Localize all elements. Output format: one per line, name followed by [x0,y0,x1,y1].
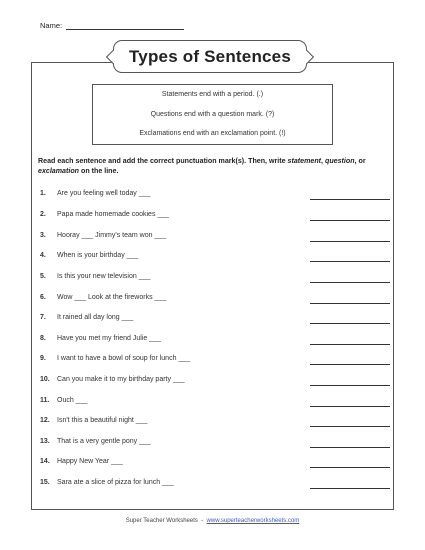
rules-box [92,84,333,145]
footer-url-link[interactable]: www.superteacherworksheets.com [206,518,300,524]
footer: Super Teacher Worksheets - www.superteacherworksheets.com [125,518,300,524]
question-text: Hooray ___ Jimmy's team won ___ [57,232,167,239]
answer-line[interactable] [310,364,390,365]
answer-line[interactable] [310,385,390,386]
question-item [40,294,390,306]
rule-statement: Statements end with a period. (.) [161,91,264,98]
question-item [40,417,390,429]
question-text: It rained all day long ___ [57,314,134,321]
question-number: 4. [40,252,46,259]
question-number: 10. [40,376,50,383]
rule-exclamation: Exclamations end with an exclamation point. (!) [139,130,286,137]
question-text: Sara ate a slice of pizza for lunch ___ [57,479,174,486]
question-number: 1. [40,190,46,197]
question-item [40,335,390,347]
title-banner [113,40,307,73]
answer-line[interactable] [310,447,390,448]
question-number: 8. [40,335,46,342]
question-text: Happy New Year ___ [57,458,123,465]
question-text: I want to have a bowl of soup for lunch ___ [57,355,191,362]
question-number: 9. [40,355,46,362]
question-item [40,273,390,285]
question-item [40,376,390,388]
question-number: 15. [40,479,50,486]
answer-line[interactable] [310,241,390,242]
answer-line[interactable] [310,488,390,489]
name-row [40,21,184,30]
question-item [40,438,390,450]
question-number: 13. [40,438,50,445]
question-text: When is your birthday ___ [57,252,139,259]
question-item [40,479,390,491]
answer-line[interactable] [310,282,390,283]
answer-line[interactable] [310,323,390,324]
question-item [40,314,390,326]
answer-line[interactable] [310,406,390,407]
question-text: Is this your new television ___ [57,273,151,280]
answer-line[interactable] [310,467,390,468]
question-item [40,252,390,264]
answer-line[interactable] [310,303,390,304]
page-title: Types of Sentences [128,46,291,66]
question-text: Can you make it to my birthday party ___ [57,376,185,383]
answer-line[interactable] [310,426,390,427]
question-text: Are you feeling well today ___ [57,190,151,197]
answer-line[interactable] [310,261,390,262]
question-text: Papa made homemade cookies ___ [57,211,170,218]
question-text: Wow ___ Look at the fireworks ___ [57,294,167,301]
question-text: That is a very gentle pony ___ [57,438,151,445]
answer-line[interactable] [310,199,390,200]
answer-line[interactable] [310,220,390,221]
question-number: 5. [40,273,46,280]
instructions: Read each sentence and add the correct punctuation mark(s). Then, write statement, question, or exclamation on the line. [38,157,366,175]
question-item [40,355,390,367]
question-number: 11. [40,397,50,404]
question-number: 2. [40,211,46,218]
question-text: Have you met my friend Julie ___ [57,335,161,342]
rule-question: Questions end with a question mark. (?) [150,111,275,118]
question-number: 3. [40,232,46,239]
name-label: Name: [40,21,63,30]
question-text: Ouch ___ [57,397,88,404]
question-item [40,458,390,470]
question-item [40,232,390,244]
footer-site-name: Super Teacher Worksheets [125,518,198,524]
question-number: 6. [40,294,46,301]
name-input-line[interactable] [66,21,184,30]
question-item [40,397,390,409]
question-number: 12. [40,417,50,424]
question-number: 7. [40,314,46,321]
question-item [40,211,390,223]
answer-line[interactable] [310,344,390,345]
question-text: Isn't this a beautiful night ___ [57,417,148,424]
question-number: 14. [40,458,50,465]
question-item [40,190,390,202]
